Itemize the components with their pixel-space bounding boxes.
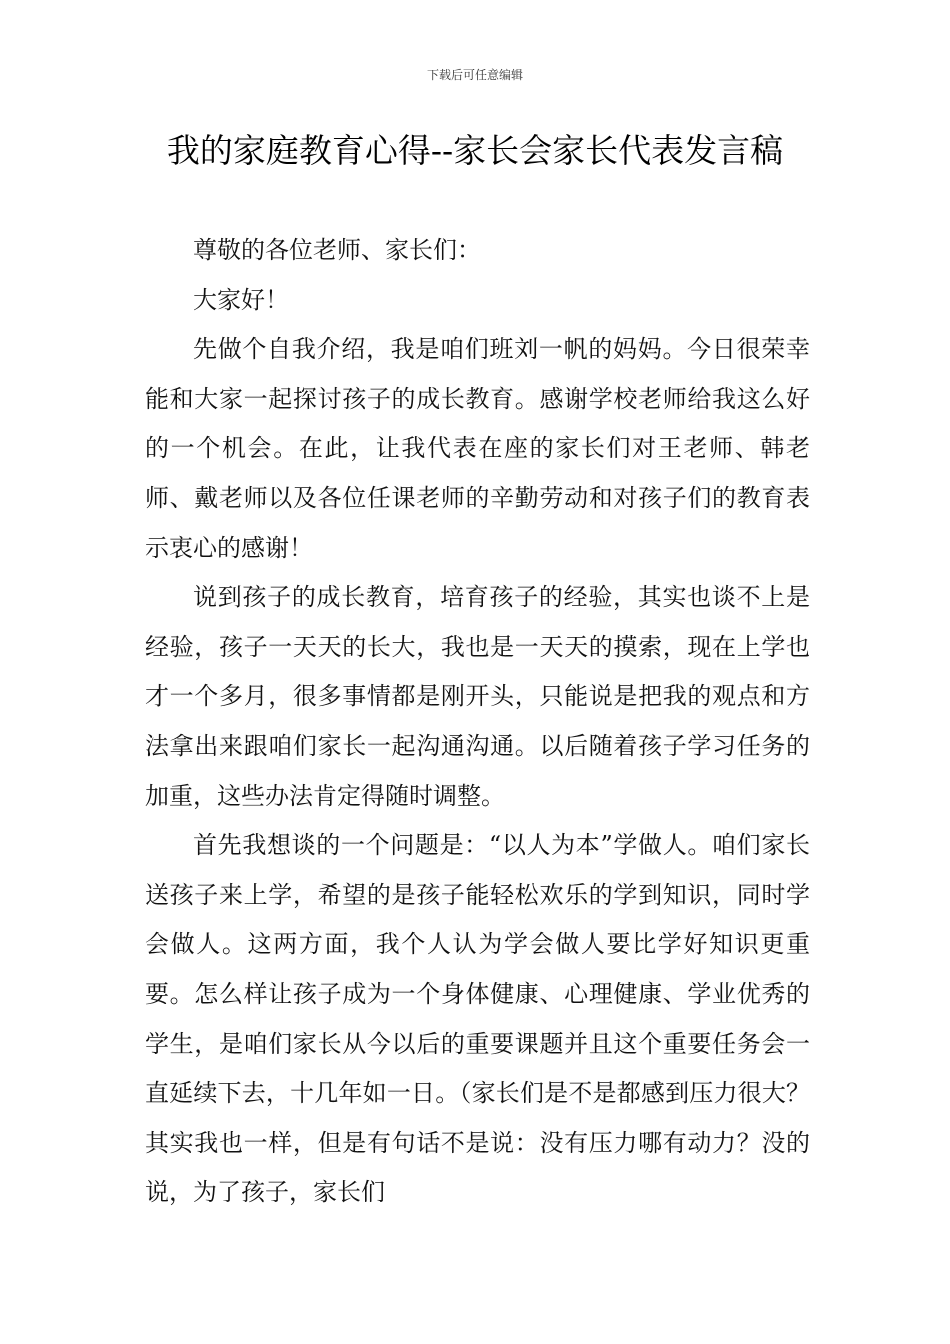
document-title: 我的家庭教育心得--家长会家长代表发言稿 — [166, 131, 784, 170]
document-body — [145, 226, 810, 1218]
paragraph-introduction: 先做个自我介绍，我是咱们班刘一帆的妈妈。今日很荣幸能和大家一起探讨孩子的成长教育。感谢学校老师给我这么好的一个机会。在此，让我代表在座的家长们对王老师、韩老师、戴老师以及各位任课老师的辛勤劳动和对孩子们的教育表示衷心的感谢！ — [145, 335, 810, 562]
paragraph-experience: 说到孩子的成长教育，培育孩子的经验，其实也谈不上是经验，孩子一天天的长大，我也是一天天的摸索，现在上学也才一个多月，很多事情都是刚开头，只能说是把我的观点和方法拿出来跟咱们家长一起沟通沟通。以后随着孩子学习任务的加重，这些办法肯定得随时调整。 — [145, 583, 810, 810]
salutation: 尊敬的各位老师、家长们： — [193, 236, 481, 264]
greeting: 大家好！ — [193, 285, 289, 314]
header-note: 下载后可任意编辑 — [426, 68, 523, 82]
paragraph-people-oriented: 首先我想谈的一个问题是：“以人为本”学做人。咱们家长送孩子来上学，希望的是孩子能轻松欢乐的学到知识，同时学会做人。这两方面，我个人认为学会做人要比学好知识更重要。怎么样让孩子成为一个身体健康、心理健康、学业优秀的学生，是咱们家长从今以后的重要课题并且这个重要任务会一直延续下去，十几年如一日。（家长们是不是都感到压力很大？其实我也一样，但是有句话不是说：没有压力哪有动力？没的说，为了孩子，家长们 — [145, 831, 810, 1207]
